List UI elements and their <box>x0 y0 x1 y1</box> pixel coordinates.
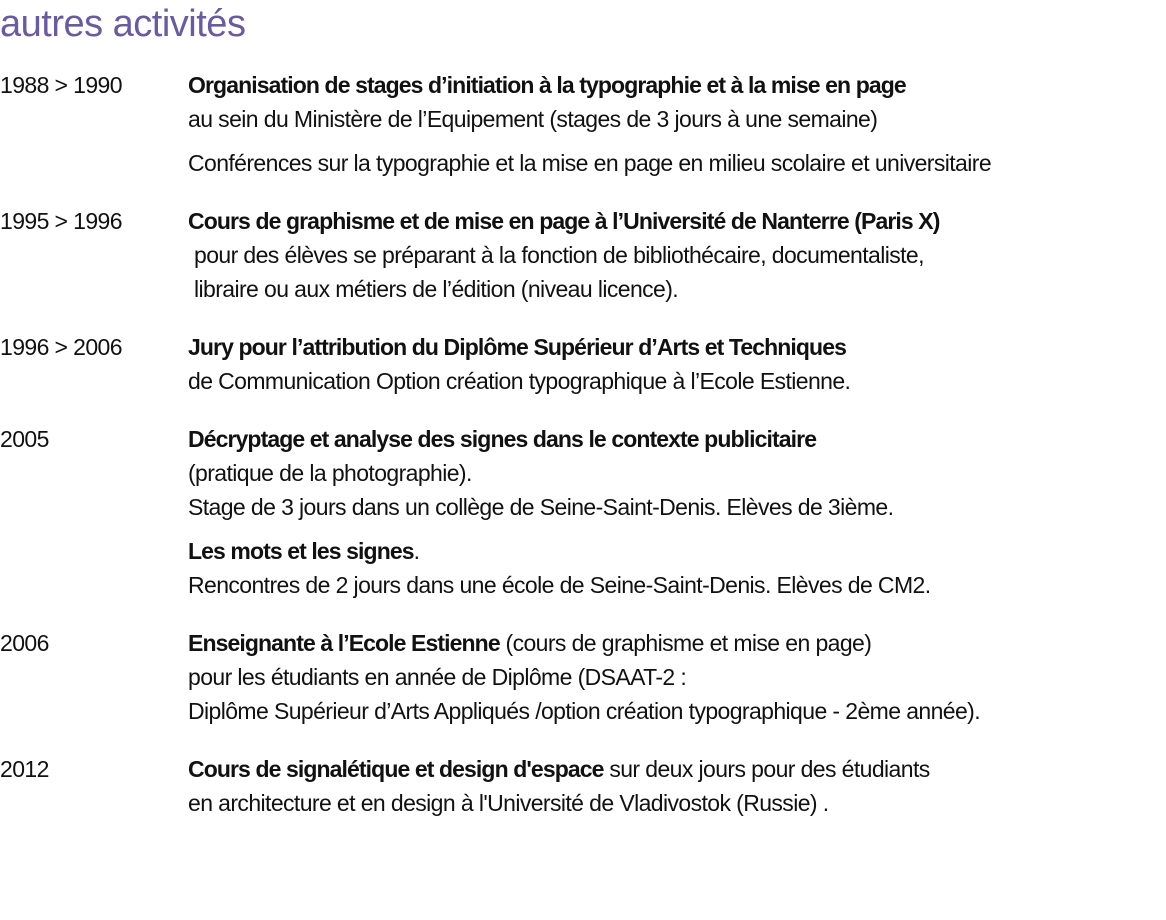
activity-description <box>188 626 1166 728</box>
activity-entry <box>0 330 1166 398</box>
activity-heading: Enseignante à l’Ecole Estienne <box>188 630 500 656</box>
activity-entry <box>0 422 1166 602</box>
activity-text: Conférences sur la typographie et la mise en page en milieu scolaire et universitaire <box>188 150 992 176</box>
activity-line <box>188 272 1166 306</box>
activity-entry <box>0 68 1166 180</box>
activity-line <box>188 68 1166 102</box>
activity-line <box>188 102 1166 136</box>
activity-heading: Cours de signalétique et design d'espace <box>188 756 604 782</box>
activity-description <box>188 68 1166 180</box>
activity-block <box>188 534 1166 602</box>
activity-text: pour des élèves se préparant à la fonction de bibliothécaire, documentaliste, <box>194 242 924 268</box>
activity-text: pour les étudiants en année de Diplôme (DSAAT-2 : <box>188 664 687 690</box>
activity-line <box>188 660 1166 694</box>
activity-description <box>188 204 1166 306</box>
activity-block <box>188 68 1166 136</box>
activity-line <box>188 330 1166 364</box>
activity-description <box>188 330 1166 398</box>
activity-line <box>188 422 1166 456</box>
activity-date: 2005 <box>0 426 49 452</box>
activity-block <box>188 752 1166 820</box>
activity-entry <box>0 204 1166 306</box>
activity-line <box>188 456 1166 490</box>
activity-block <box>188 422 1166 524</box>
activity-description <box>188 422 1166 602</box>
activity-line <box>188 490 1166 524</box>
activity-line <box>188 146 1166 180</box>
activity-text: (pratique de la photographie). <box>188 460 472 486</box>
activity-block <box>188 204 1166 306</box>
activity-text: en architecture et en design à l'Université de Vladivostok (Russie) . <box>188 790 829 816</box>
activity-text: Stage de 3 jours dans un collège de Seine-Saint-Denis. Elèves de 3ième. <box>188 494 894 520</box>
activity-line <box>188 752 1166 786</box>
activity-line <box>188 626 1166 660</box>
activity-block <box>188 330 1166 398</box>
activities-list <box>0 68 1166 844</box>
section-title: autres activités <box>0 3 246 45</box>
activity-line <box>188 204 1166 238</box>
activity-date: 1996 > 2006 <box>0 334 122 360</box>
activity-heading: Organisation de stages d’initiation à la typographie et à la mise en page <box>188 72 906 98</box>
activity-text: au sein du Ministère de l’Equipement (stages de 3 jours à une semaine) <box>188 106 878 132</box>
activity-date: 2006 <box>0 630 49 656</box>
activity-heading: Cours de graphisme et de mise en page à l’Université de Nanterre (Paris X) <box>188 208 940 234</box>
activity-entry <box>0 626 1166 728</box>
activity-heading: Les mots et les signes <box>188 538 414 564</box>
activity-line <box>188 534 1166 568</box>
activity-line <box>188 238 1166 272</box>
activity-line <box>188 694 1166 728</box>
activity-text: Diplôme Supérieur d’Arts Appliqués /option création typographique - 2ème année). <box>188 698 981 724</box>
activity-line <box>188 364 1166 398</box>
activity-text: de Communication Option création typographique à l’Ecole Estienne. <box>188 368 851 394</box>
activity-date: 2012 <box>0 756 49 782</box>
activity-date: 1988 > 1990 <box>0 72 122 98</box>
activity-heading: Jury pour l’attribution du Diplôme Supérieur d’Arts et Techniques <box>188 334 846 360</box>
activity-text: (cours de graphisme et mise en page) <box>499 630 872 656</box>
activity-text: . <box>413 538 420 564</box>
activity-description <box>188 752 1166 820</box>
activity-text: Rencontres de 2 jours dans une école de Seine-Saint-Denis. Elèves de CM2. <box>188 572 931 598</box>
activity-heading: Décryptage et analyse des signes dans le contexte publicitaire <box>188 426 817 452</box>
activity-date: 1995 > 1996 <box>0 208 122 234</box>
activity-block <box>188 146 1166 180</box>
activity-text: libraire ou aux métiers de l’édition (niveau licence). <box>194 276 679 302</box>
activity-block <box>188 626 1166 728</box>
activity-entry <box>0 752 1166 820</box>
activity-line <box>188 568 1166 602</box>
activity-text: sur deux jours pour des étudiants <box>603 756 930 782</box>
activity-line <box>188 786 1166 820</box>
